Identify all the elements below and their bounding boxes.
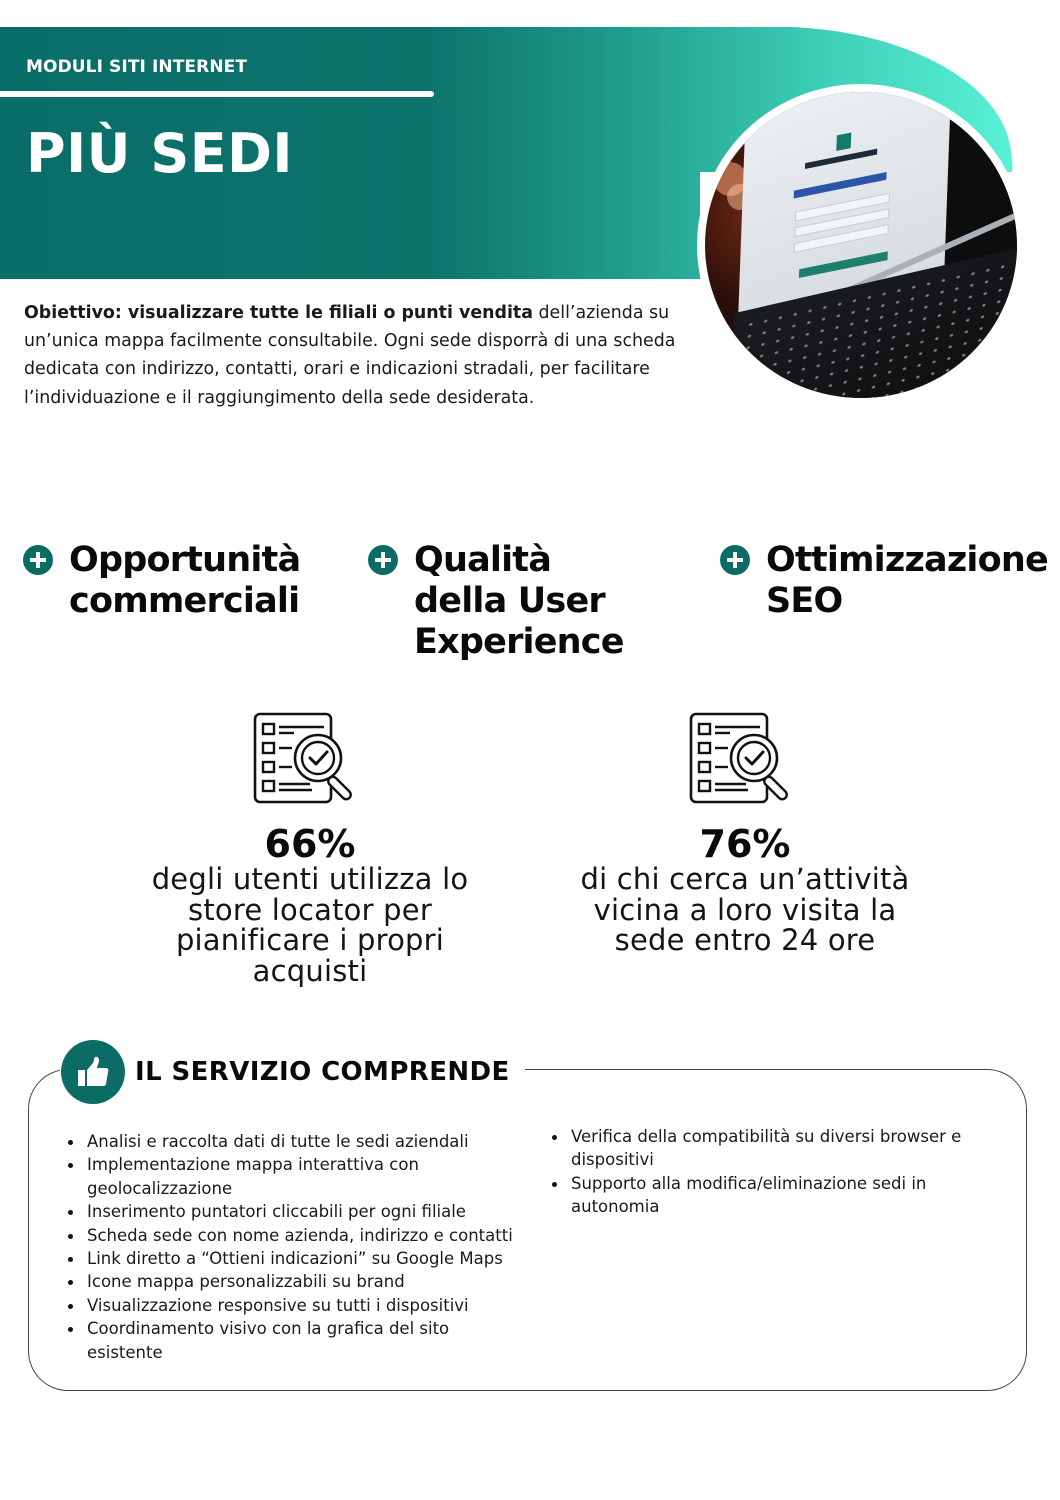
benefit-label: Qualità della User Experience bbox=[414, 540, 624, 662]
benefit-commercial bbox=[23, 540, 319, 622]
benefit-ux bbox=[368, 540, 654, 663]
stat-value: 66% bbox=[264, 822, 356, 866]
stat-line: pianificare i propri bbox=[175, 923, 445, 957]
benefit-label: Ottimizzazione SEO bbox=[766, 540, 1048, 621]
intro-paragraph bbox=[24, 299, 704, 412]
thumbs-up-icon bbox=[76, 1055, 110, 1089]
plus-circle-icon bbox=[23, 545, 53, 575]
list-item: Analisi e raccolta dati di tutte le sedi aziendali bbox=[63, 1130, 553, 1153]
stat-line: store locator per bbox=[188, 892, 432, 927]
plus-circle-icon bbox=[720, 545, 750, 575]
service-list-left bbox=[63, 1130, 553, 1364]
laptop-photo-image bbox=[705, 92, 1017, 398]
list-item: Implementazione mappa interattiva con geolocalizzazione bbox=[63, 1153, 473, 1200]
page-title: PIÙ SEDI bbox=[26, 122, 294, 185]
benefit-seo bbox=[720, 540, 1056, 622]
stat-line: acquisti bbox=[252, 953, 368, 988]
list-item: Supporto alla modifica/eliminazione sedi in autonomia bbox=[547, 1172, 967, 1219]
list-item: Verifica della compatibilità su diversi browser e dispositivi bbox=[547, 1125, 997, 1172]
intro-bold: Obiettivo: visualizzare tutte le filiali o punti vendita bbox=[24, 303, 533, 323]
list-item: Scheda sede con nome azienda, indirizzo e contatti bbox=[63, 1224, 553, 1247]
service-title: IL SERVIZIO COMPRENDE bbox=[135, 1057, 510, 1087]
intro-text: dell’azienda su un’unica mappa facilmente consultabile. Ogni sede disporrà di una scheda dedicata con indirizzo, contatti, orari e indicazioni stradali, per facilitare l’individuazione e il raggiungimento della sede desiderata. bbox=[24, 303, 676, 408]
stat-line: vicina a loro visita la bbox=[593, 892, 897, 927]
stat-description bbox=[560, 864, 930, 956]
list-item: Visualizzazione responsive su tutti i dispositivi bbox=[63, 1294, 553, 1317]
thumbs-up-badge bbox=[61, 1040, 125, 1104]
stat-store-locator bbox=[130, 712, 490, 986]
laptop-photo bbox=[697, 84, 1025, 406]
plus-circle-icon bbox=[368, 545, 398, 575]
list-item: Inserimento puntatori cliccabili per ogni filiale bbox=[63, 1200, 553, 1223]
list-item: Icone mappa personalizzabili su brand bbox=[63, 1270, 553, 1293]
checklist-magnifier-icon bbox=[252, 712, 368, 806]
stat-line: sede entro 24 ore bbox=[614, 923, 876, 957]
stat-nearby-visit bbox=[560, 712, 930, 956]
stat-line: di chi cerca un’attività bbox=[580, 862, 910, 896]
list-item: Coordinamento visivo con la grafica del sito esistente bbox=[63, 1317, 493, 1364]
benefit-label: Opportunità commerciali bbox=[69, 540, 301, 621]
stat-line: degli utenti utilizza lo bbox=[151, 862, 469, 896]
list-item: Link diretto a “Ottieni indicazioni” su Google Maps bbox=[63, 1247, 553, 1270]
header-divider bbox=[0, 91, 434, 97]
header-kicker: MODULI SITI INTERNET bbox=[26, 57, 248, 77]
stat-description bbox=[130, 864, 490, 986]
checklist-magnifier-icon bbox=[688, 712, 804, 806]
service-list-right bbox=[547, 1125, 1007, 1219]
stat-value: 76% bbox=[699, 822, 791, 866]
service-header bbox=[61, 1040, 510, 1104]
